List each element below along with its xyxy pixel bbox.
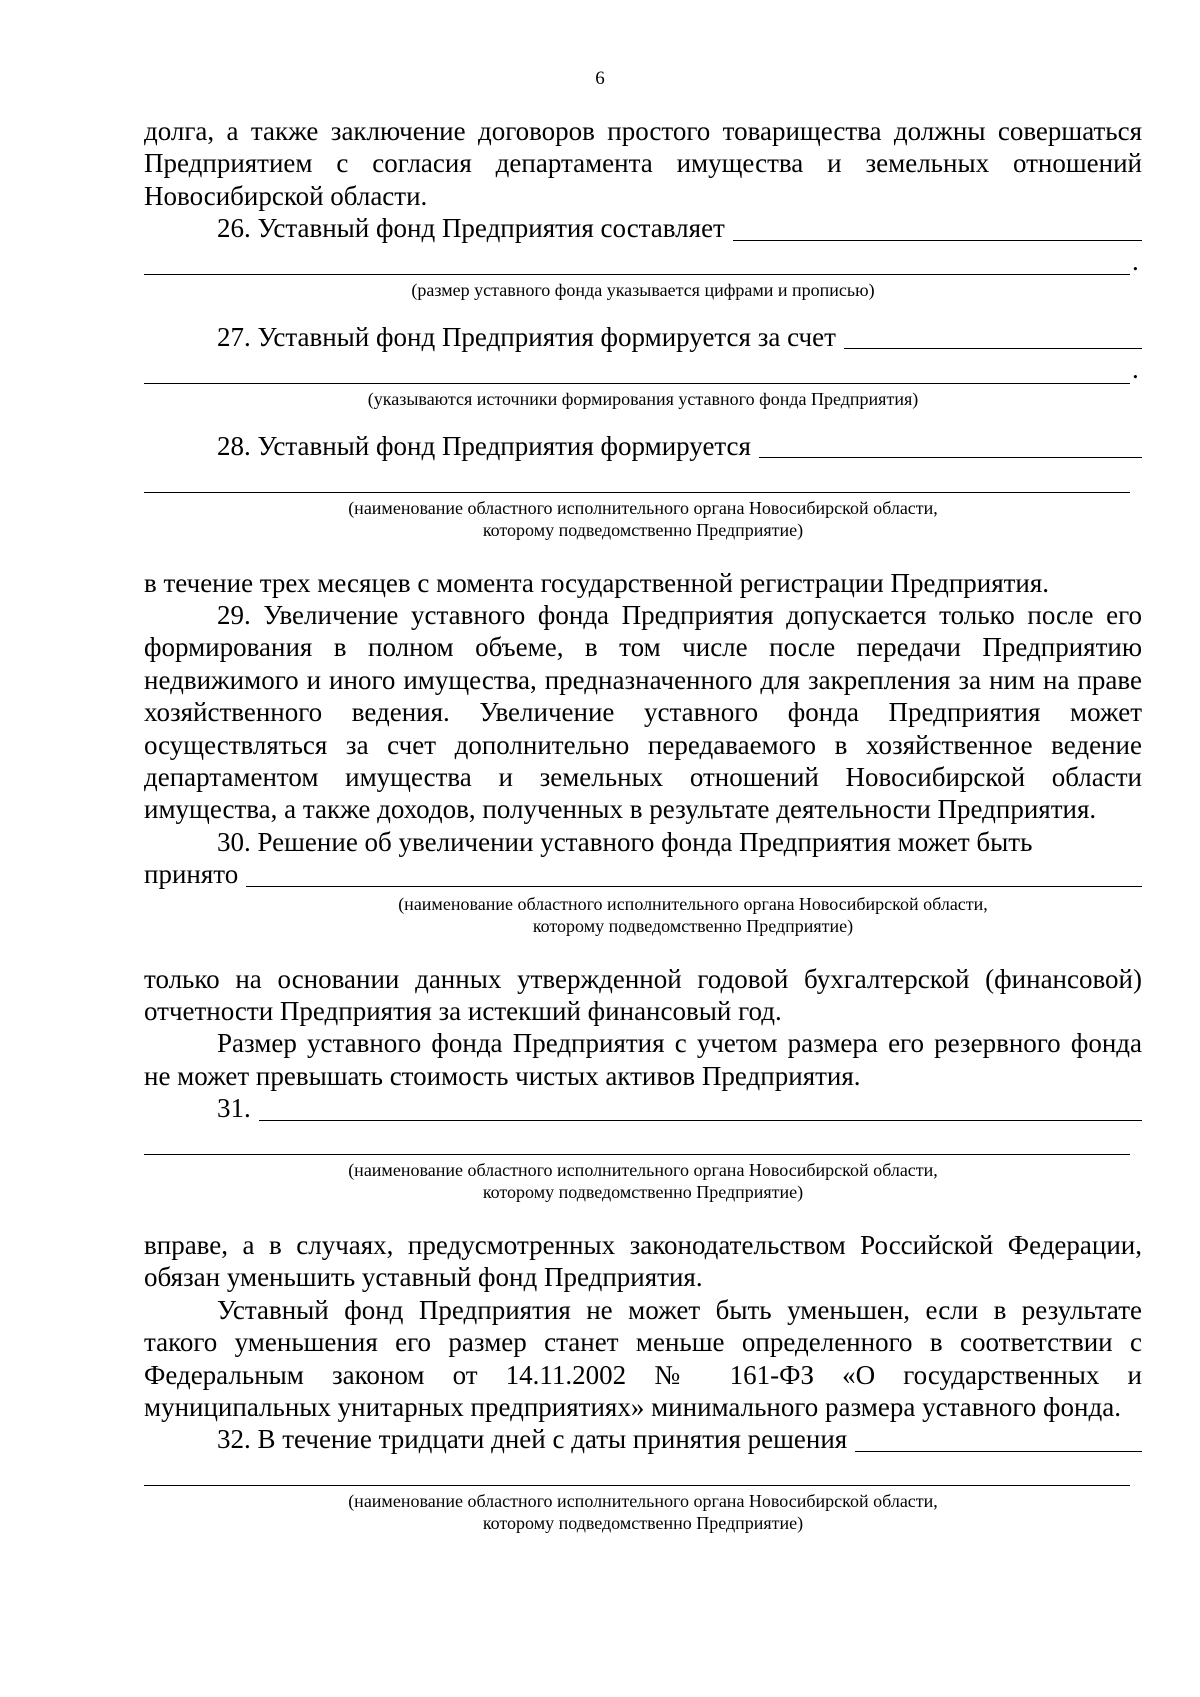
item-28-blank-field-2[interactable] bbox=[144, 468, 1130, 493]
item-26-blank-field[interactable] bbox=[733, 216, 1142, 241]
item-28-blank-field[interactable] bbox=[759, 433, 1142, 458]
item-32-blank-field[interactable] bbox=[855, 1427, 1142, 1452]
item-30-caption bbox=[144, 893, 1142, 937]
item-32-caption-line1: (наименование областного исполнительного органа Новосибирской области, bbox=[348, 1491, 938, 1512]
item-26-line bbox=[144, 212, 1142, 244]
item-31-continuation: вправе, а в случаях, предусмотренных законодательством Российской Федерации, обязан уменьшить уставный фонд Предприятия. bbox=[144, 1230, 1142, 1293]
item-30-caption-line2: которому подведомственно Предприятие) bbox=[532, 915, 854, 936]
item-26-period: . bbox=[1132, 245, 1139, 276]
item-32-label: 32. В течение тридцати дней с даты принятия решения bbox=[217, 1424, 848, 1455]
item-31-line bbox=[144, 1092, 1142, 1124]
item-31-paragraph-2: Уставный фонд Предприятия не может быть уменьшен, если в результате такого уменьшения его размер станет меньше определенного в соответствии с Федеральным законом от 14.11.2002 № 161-ФЗ «О государственных и муниципальных унитарных предприятиях» минимального размера уставного фонда. bbox=[144, 1294, 1142, 1423]
item-28-caption-line2: которому подведомственно Предприятие) bbox=[482, 519, 804, 540]
item-32-caption-line2: которому подведомственно Предприятие) bbox=[482, 1513, 804, 1534]
item-28-caption bbox=[144, 497, 1142, 541]
item-30-line bbox=[144, 858, 1142, 890]
item-27-blank-row bbox=[144, 353, 1142, 385]
item-26-caption: (размер уставного фонда указывается цифрами и прописью) bbox=[411, 280, 875, 300]
item-27-blank-field-2[interactable] bbox=[144, 359, 1130, 384]
item-31-blank-field[interactable] bbox=[259, 1096, 1142, 1121]
item-31-label: 31. bbox=[217, 1093, 251, 1124]
item-29-paragraph: 29. Увеличение уставного фонда Предприятия допускается только после его формирования в полном объеме, в том числе после передачи Предприятию недвижимого и иного имущества, предназначенного для закрепления за ним на праве хозяйственного ведения. Увеличение уставного фонда Предприятия может осуществляться за счет дополнительно передаваемого в хозяйственное ведение департаментом имущества и земельных отношений Новосибирской области имущества, а также доходов, полученных в результате деятельности Предприятия. bbox=[144, 599, 1142, 825]
item-30-caption-line1: (наименование областного исполнительного органа Новосибирской области, bbox=[398, 893, 988, 914]
item-30-paragraph-2: Размер уставного фонда Предприятия с учетом размера его резервного фонда не может превышать стоимость чистых активов Предприятия. bbox=[144, 1028, 1142, 1091]
page-number: 6 bbox=[595, 68, 605, 89]
item-32-blank-field-2[interactable] bbox=[144, 1461, 1130, 1486]
item-26-label: 26. Уставный фонд Предприятия составляет bbox=[217, 213, 725, 244]
item-27-label: 27. Уставный фонд Предприятия формируется за счет bbox=[217, 321, 836, 352]
item-28-continuation: в течение трех месяцев с момента государственной регистрации Предприятия. bbox=[144, 567, 1050, 598]
item-27-blank-field[interactable] bbox=[844, 324, 1142, 349]
item-28-line bbox=[144, 430, 1142, 462]
item-30-paragraph: 30. Решение об увеличении уставного фонда Предприятия может быть bbox=[217, 826, 1033, 857]
item-31-caption bbox=[144, 1159, 1142, 1203]
item-28-caption-line1: (наименование областного исполнительного органа Новосибирской области, bbox=[348, 497, 938, 518]
intro-paragraph: долга, а также заключение договоров простого товарищества должны совершаться Предприятием с согласия департамента имущества и земельных отношений Новосибирской области. bbox=[144, 116, 1142, 211]
item-31-blank-field-2[interactable] bbox=[144, 1130, 1130, 1155]
item-32-caption bbox=[144, 1490, 1142, 1534]
item-31-caption-line1: (наименование областного исполнительного органа Новосибирской области, bbox=[348, 1160, 938, 1181]
item-30-label: принято bbox=[144, 859, 239, 890]
item-27-line bbox=[144, 321, 1142, 353]
item-28-blank-row bbox=[144, 462, 1142, 494]
item-27-period: . bbox=[1132, 354, 1139, 385]
item-32-blank-row bbox=[144, 1456, 1142, 1488]
item-26-blank-field-2[interactable] bbox=[144, 250, 1130, 275]
item-30-blank-field[interactable] bbox=[246, 862, 1142, 887]
item-30-continuation: только на основании данных утвержденной годовой бухгалтерской (финансовой) отчетности Предприятия за истекший финансовый год. bbox=[144, 963, 1142, 1027]
document-body bbox=[144, 115, 1142, 1534]
item-26-blank-row bbox=[144, 245, 1142, 277]
item-28-label: 28. Уставный фонд Предприятия формируется bbox=[217, 430, 751, 461]
item-27-caption: (указываются источники формирования уставного фонда Предприятия) bbox=[367, 388, 919, 409]
item-31-blank-row bbox=[144, 1125, 1142, 1157]
item-32-line bbox=[144, 1423, 1142, 1455]
item-31-caption-line2: которому подведомственно Предприятие) bbox=[482, 1182, 804, 1203]
